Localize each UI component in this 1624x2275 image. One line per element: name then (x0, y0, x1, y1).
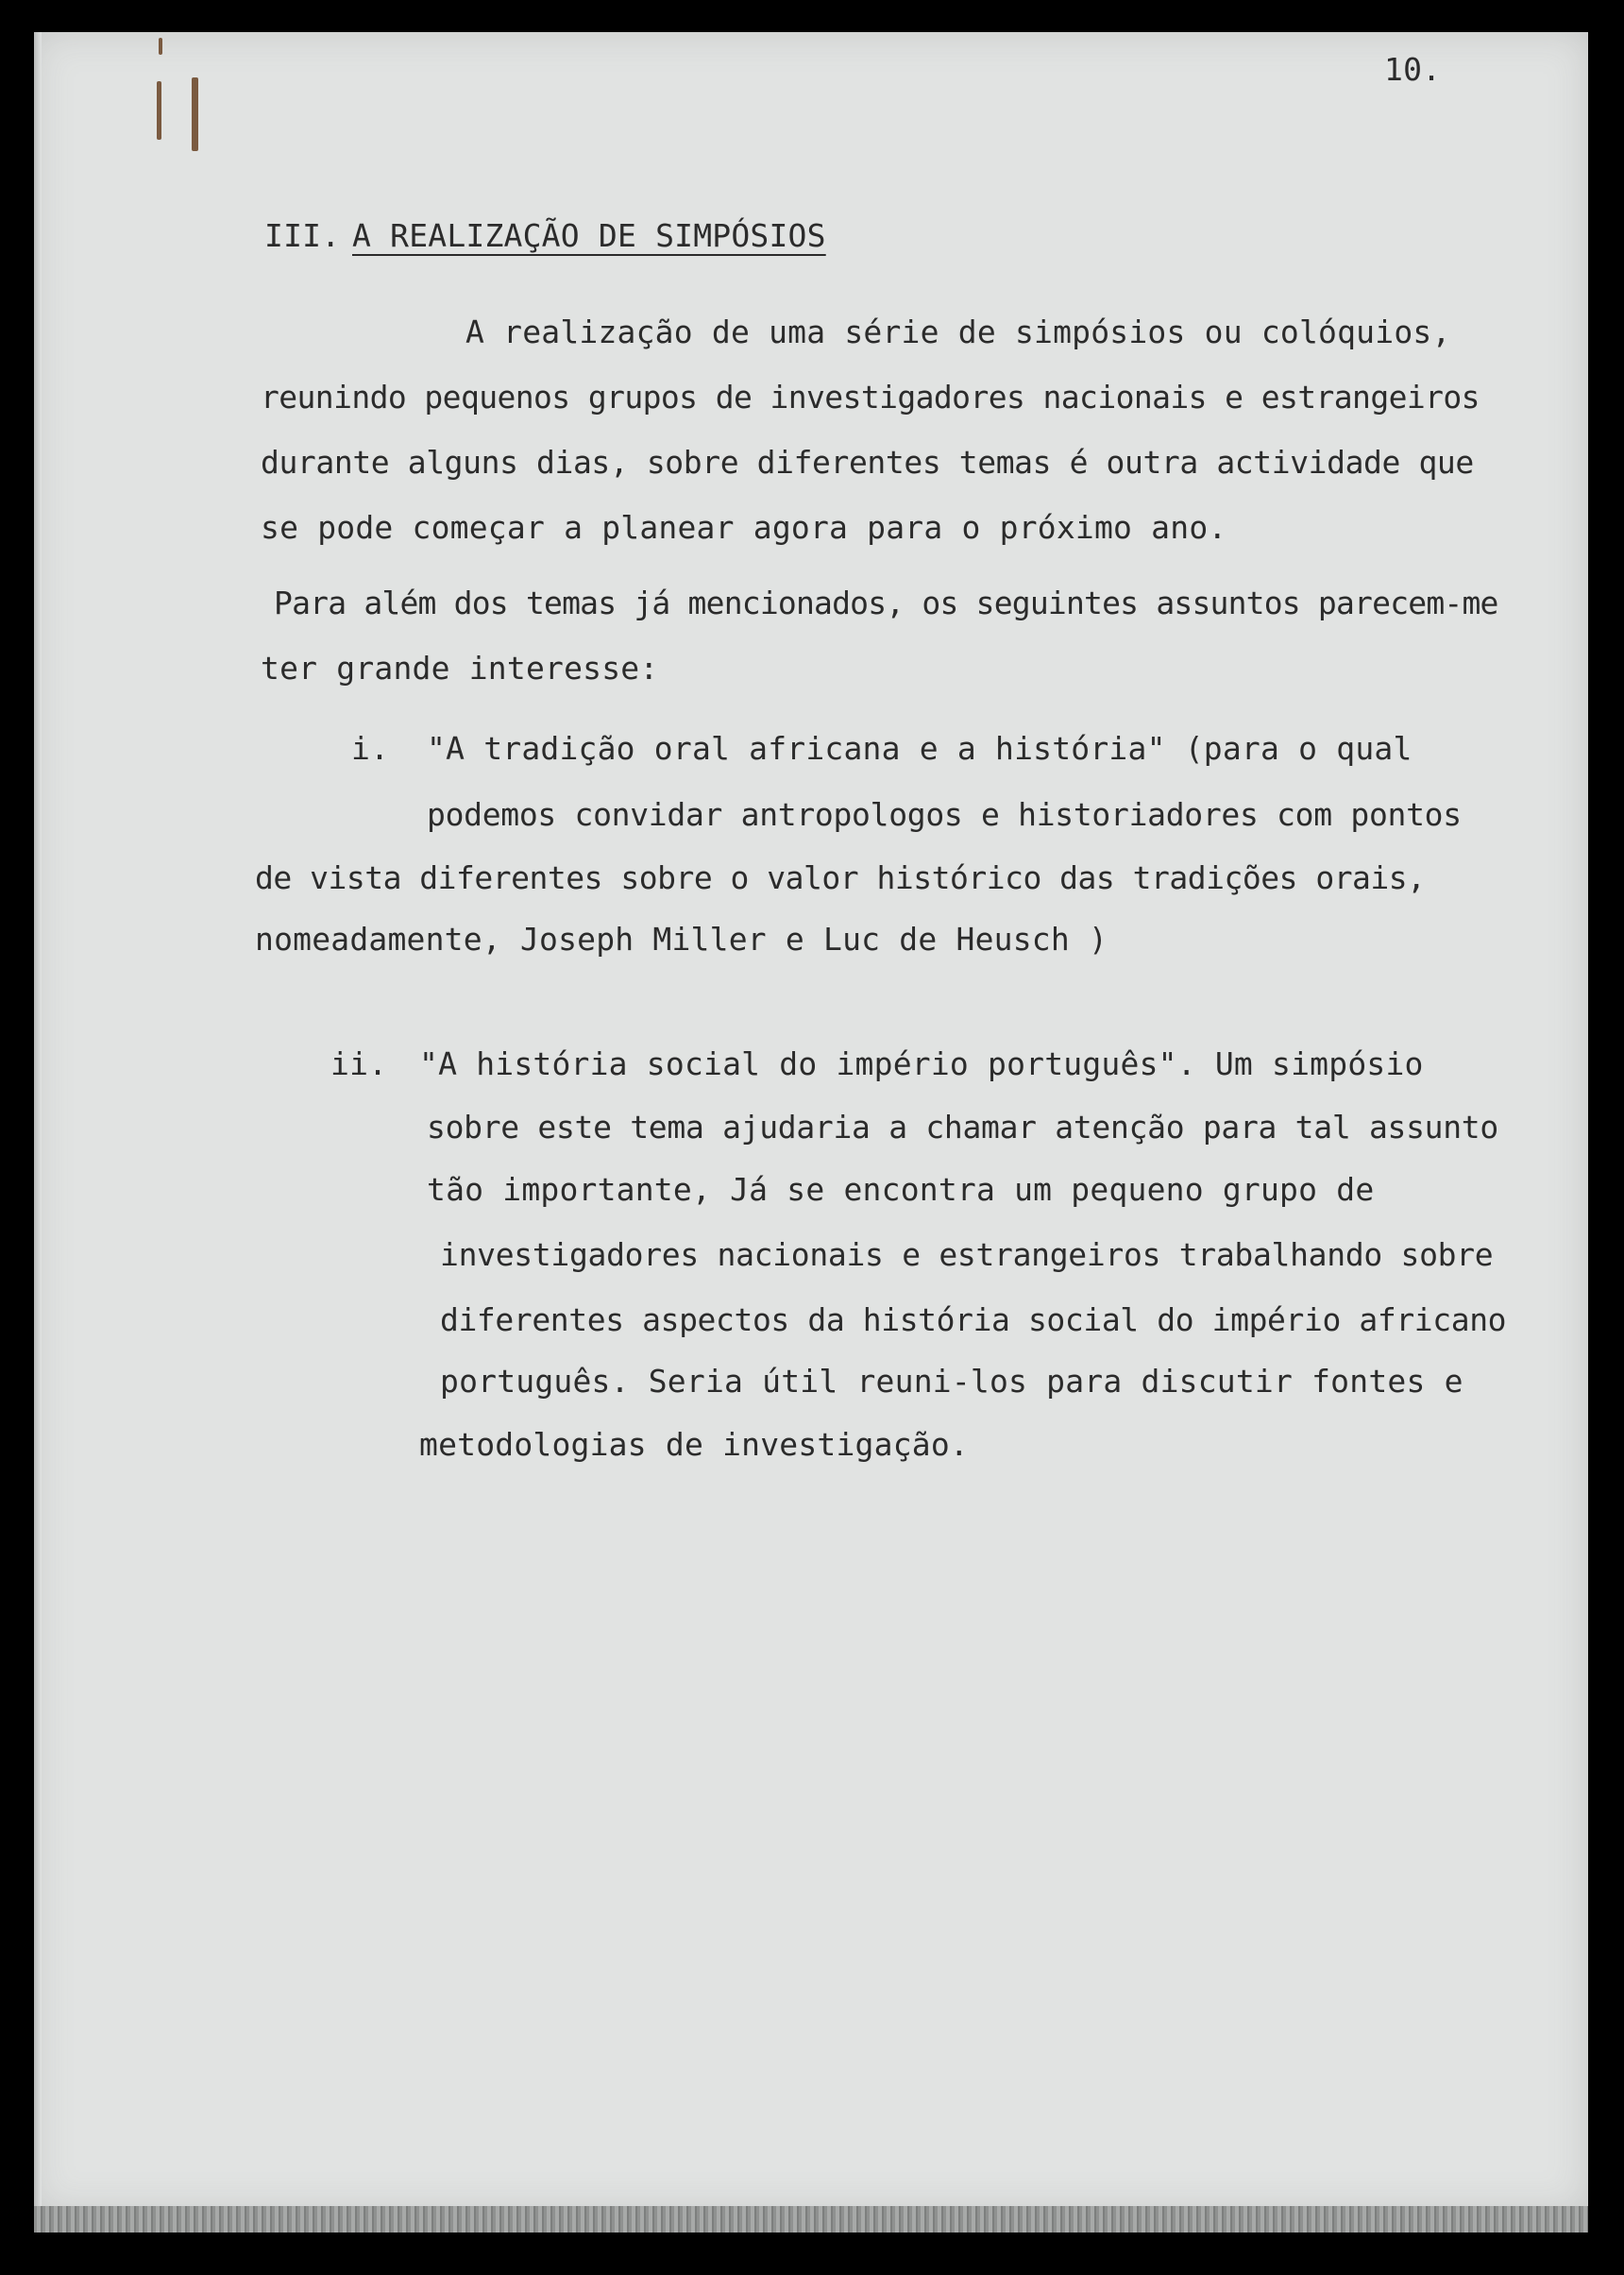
heading-title: A REALIZAÇÃO DE SIMPÓSIOS (352, 217, 826, 254)
page-left-edge (34, 32, 42, 2212)
list-marker: i. (351, 730, 390, 767)
scan-bottom-strip (34, 2206, 1588, 2233)
list-item-line: "A história social do império português". Um simpósio (419, 1045, 1424, 1082)
page-number: 10. (1384, 51, 1442, 88)
list-item-line: investigadores nacionais e estrangeiros trabalhando sobre (440, 1236, 1494, 1273)
paragraph-line: durante alguns dias, sobre diferentes temas é outra actividade que (261, 444, 1474, 481)
list-item-line: de vista diferentes sobre o valor histórico das tradições orais, (255, 859, 1426, 896)
list-item-line: nomeadamente, Joseph Miller e Luc de Heusch ) (255, 921, 1108, 958)
list-item-line: tão importante, Já se encontra um pequeno grupo de (427, 1171, 1375, 1208)
list-item-line: "A tradição oral africana e a história" (para o qual (427, 730, 1413, 767)
list-item-line: podemos convidar antropologos e historiadores com pontos (427, 796, 1462, 833)
heading-number: III. (264, 217, 341, 254)
binding-mark (192, 77, 198, 151)
list-item-line: metodologias de investigação. (419, 1426, 969, 1463)
list-marker: ii. (330, 1045, 388, 1082)
paragraph-line: se pode começar a planear agora para o próximo ano. (261, 509, 1227, 546)
paragraph-line: ter grande interesse: (261, 650, 659, 687)
paragraph-line: reunindo pequenos grupos de investigadores nacionais e estrangeiros (261, 379, 1480, 416)
paragraph-line: Para além dos temas já mencionados, os seguintes assuntos parecem-me (274, 585, 1498, 621)
list-item-line: sobre este tema ajudaria a chamar atenção para tal assunto (427, 1109, 1498, 1146)
list-item-line: português. Seria útil reuni-los para discutir fontes e (440, 1363, 1463, 1400)
list-item-line: diferentes aspectos da história social do império africano (440, 1301, 1507, 1338)
binding-mark (159, 38, 162, 55)
paragraph-line: A realização de uma série de simpósios ou colóquios, (465, 314, 1451, 350)
binding-mark (157, 81, 161, 140)
